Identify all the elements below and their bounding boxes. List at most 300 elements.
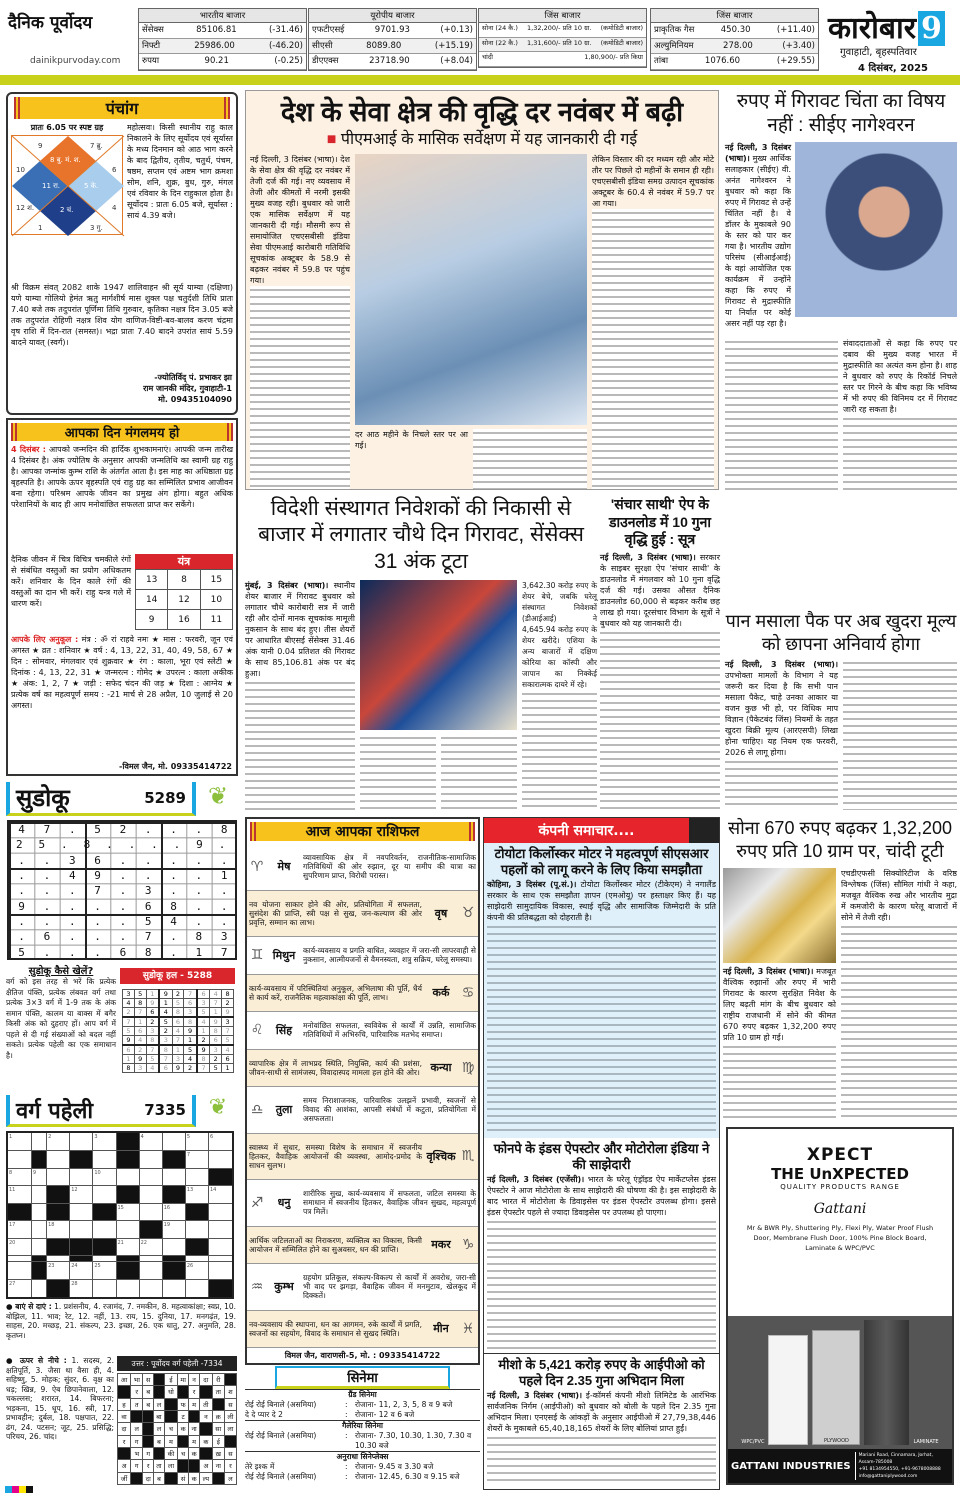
sudoku-solution-cell: 6 — [172, 1017, 184, 1027]
crossword-cell[interactable]: 25 — [93, 1262, 116, 1280]
crossword-cell[interactable] — [47, 1168, 70, 1186]
crossword-cell[interactable]: 21 — [116, 1238, 139, 1256]
market-name: अल्युमिनियम — [654, 40, 694, 51]
crossword-cell[interactable] — [31, 1203, 46, 1221]
market-change: (-0.25) — [274, 56, 303, 66]
crossword-answer-cell: च — [164, 1423, 177, 1435]
panchang-address: राम जानकी मंदिर, गुवाहाटी-1 — [143, 384, 232, 393]
market-value: 1,80,900/- प्रति किग्रा — [584, 53, 643, 61]
sudoku-solution-cell: 7 — [172, 1036, 184, 1046]
crossword-cell[interactable] — [185, 1279, 208, 1298]
crossword-answer-cell: दा — [118, 1423, 131, 1435]
crossword-cell[interactable]: 19 — [162, 1221, 185, 1239]
cea-portrait-photo — [795, 142, 957, 317]
sudoku-solution-cell: 8 — [146, 1036, 159, 1046]
sudoku-solution-cell: 3 — [134, 1064, 146, 1073]
crossword-answer-cell: ब — [143, 1386, 153, 1398]
crossword-answer-cell: क — [189, 1447, 200, 1459]
crossword-number: 7335 — [144, 1100, 186, 1119]
market-change: (+15.19) — [434, 40, 473, 51]
toyota-body: टोयोटा किर्लोस्कर मोटर (टीकेएम) ने नगालैंड सरकार के साथ एक समझौता ज्ञापन (एमओयू) पर हस्ताक्षर किए हैं। यह साझेदारी सामुदायिक विकास, स्थाई वृद्धि और सामाजिक जिम्मेदारी के प्रति कंपनी की प्रतिबद्धता को दोहराती है। — [487, 879, 717, 922]
crossword-answer-cell — [153, 1447, 164, 1459]
ad-label-laminate: LAMINATE — [913, 1439, 939, 1445]
sudoku-row[interactable]: .6...7.83 — [18, 930, 247, 944]
market-table-title: जिंस बाजार — [651, 9, 818, 23]
sudoku-solution-cell: 7 — [134, 1008, 146, 1018]
crossword-answer-cell — [164, 1398, 177, 1410]
crossword-cell[interactable]: 4 — [139, 1132, 162, 1151]
rashifal-item — [247, 1264, 478, 1311]
sudoku-solution-cell: 8 — [159, 1045, 172, 1055]
crossword-grid[interactable] — [6, 1131, 234, 1299]
kundli-house: 2 चं. — [60, 206, 74, 214]
sudoku-solution-cell: 5 — [197, 1008, 210, 1018]
crossword-answer-cell — [199, 1386, 212, 1398]
crossword-cell[interactable] — [185, 1168, 208, 1186]
crossword-cell[interactable]: 10 — [93, 1168, 116, 1186]
cinema-box — [245, 1366, 480, 1490]
zodiac-name: सिंह — [275, 1023, 293, 1037]
crossword-cell[interactable] — [31, 1186, 46, 1204]
crossword-answer-cell: सं — [178, 1472, 189, 1484]
crossword-answer-cell: ल — [153, 1423, 164, 1435]
crossword-answer-cell — [164, 1410, 177, 1422]
yantra-cell: 15 — [200, 570, 232, 590]
crossword-cell[interactable] — [70, 1132, 93, 1151]
fii-body: स्थानीय शेयर बाजार में गिरावट बुधवार को लगातार चौथे कारोबारी सत्र में जारी रही और दोनों मानक सूचकांक मामूली नुकसान के साथ बंद हुए। तीस शेयरों पर आधारित बीएसई सेंसेक्स 31.46 अंक यानी 0.04 प्रतिशत की गिरावट के साथ 85,106.81 अंक पर बंद हुआ। — [245, 580, 356, 678]
crossword-cell[interactable] — [116, 1221, 139, 1239]
crossword-answer-cell: ई — [164, 1374, 177, 1386]
masthead — [0, 0, 960, 74]
rupee-story-cont — [725, 338, 957, 490]
lucky-text: मंत्र : ॐ रां राहवे नमः ★ मास : फरवरी, जून एवं अगस्त ★ व्रत : शनिवार ★ वर्ष : 4, 13, 22, 31, 40, 49, 58, 67 ★ दिन : सोमवार, मंगलवार एवं शुक्रवार ★ रंग : काला, भूरा एवं स्लेटी ★ दिनांक : 4, 13, 22, 31 ★ जन्मरत्न : गोमेद ★ उपरत्न : काला अकीक ★ अंक: 1, 2, 7 ★ जड़ी : सफेद चंदन की जड़ ★ दिशा : आग्नेय ★ प्रत्येक वर्ष का महत्वपूर्ण समय : -21 मार्च से 28 अप्रैल, 10 जुलाई से 20 अगस्त। — [11, 635, 233, 710]
zodiac-prediction: समय निराशाजनक, पारिवारिक उलझनें प्रभावी, स्वजनों से विवाद की आशंका, आपसी संबंधों में कटुता, प्रतियोगिता में असफलता। — [303, 1096, 476, 1124]
kundli-chart — [11, 135, 123, 235]
sudoku-solution-cell: 6 — [123, 1045, 135, 1055]
crossword-cell[interactable] — [31, 1221, 46, 1239]
crossword-cell[interactable]: 9 — [31, 1168, 46, 1186]
sudoku-row[interactable]: .....54.. — [18, 914, 247, 928]
rupee-headline: रुपए में गिरावट चिंता का विषय नहीं : सीईए नागेश्वरन — [736, 91, 946, 136]
crossword-cell[interactable] — [116, 1279, 139, 1298]
crossword-answer-cell: म — [189, 1398, 200, 1410]
yantra-cell: 10 — [200, 590, 232, 610]
zodiac-sign-icon: ♈ — [250, 858, 264, 875]
ad-line-2: THE UnXPECTED — [771, 1165, 909, 1183]
section-name: कारोबार — [828, 11, 917, 46]
yantra-cell: 16 — [168, 610, 200, 630]
paan-dateline: नई दिल्ली, 3 दिसंबर (भाषा)। — [725, 660, 838, 669]
market-row — [309, 23, 476, 39]
meesho-ipo-story — [484, 1353, 719, 1489]
sudoku-solution-cell: 1 — [210, 1008, 222, 1018]
rashifal-item — [247, 1012, 478, 1050]
crossword-cell[interactable] — [209, 1221, 234, 1239]
movie-title: तेरे इश्क में — [245, 1462, 275, 1471]
indus-dateline: नई दिल्ली, 3 दिसंबर (एजेंसी)। — [487, 1174, 585, 1184]
crossword-answer-cell: स — [224, 1447, 236, 1459]
sudoku-row[interactable]: 25.8....9. — [16, 838, 242, 852]
crossword-answer-cell: ला — [164, 1460, 177, 1472]
zodiac-name: मिथुन — [272, 948, 296, 962]
ad-brand-logo: Gattani — [813, 1201, 867, 1217]
market-change: (-46.20) — [268, 40, 303, 51]
rashifal-item — [247, 1134, 478, 1181]
fii-body-2: 3,642.30 करोड़ रुपए के शेयर बेचे, जबकि घरेलू संस्थागत निवेशकों (डीआईआई) ने 4,645.94 करोड़ रुपए के शेयर खरीदे। एशिया के अन्य बाजारों में दक्षिण कोरिया का कॉस्पी और जापान का निक्केई सकारात्मक दायरे में रहे। — [522, 580, 597, 689]
paan-headline: पान मसाला पैक पर अब खुदरा मूल्य को छापना अनिवार्य होगा — [725, 611, 957, 654]
zodiac-prediction: आर्थिक जटिलताओं का निराकरण, व्यक्तित्व का विकास, किसी आयोजन में सम्मिलित होने का सुअवसर, धन की प्राप्ति। — [249, 1235, 422, 1254]
market-name: एफटीएसई — [312, 25, 345, 35]
crossword-cell[interactable]: 2 — [47, 1132, 70, 1151]
crossword-cell[interactable] — [93, 1221, 116, 1239]
crossword-cell[interactable] — [31, 1279, 46, 1298]
sudoku-solution-cell: 7 — [184, 990, 197, 999]
market-table — [478, 8, 647, 68]
crossword-cell[interactable] — [139, 1186, 162, 1204]
crossword-answer-cell: वा — [118, 1410, 131, 1422]
rashifal-item — [247, 891, 478, 938]
crossword-cell — [116, 1132, 139, 1151]
newspaper-logo: दैनिक पूर्वोदय — [8, 13, 93, 33]
crossword-cell[interactable]: 5 — [185, 1132, 208, 1151]
crossword-answer-cell: आ — [118, 1374, 131, 1386]
crossword-cell[interactable]: 27 — [7, 1279, 31, 1298]
sudoku-solution-cell: 3 — [146, 1027, 159, 1036]
company-news-box — [483, 817, 720, 1490]
sudoku-solution-cell: 3 — [184, 1008, 197, 1018]
sudoku-solution-cell: 7 — [159, 1055, 172, 1064]
zodiac-name: वृष — [434, 906, 448, 920]
kundli-house: 5 के. — [84, 182, 99, 190]
rashifal-item — [247, 1050, 478, 1088]
market-change: (+8.04) — [440, 56, 473, 66]
crossword-cell[interactable] — [185, 1221, 208, 1239]
market-row — [479, 23, 646, 38]
market-value: 23718.90 — [369, 56, 410, 66]
panchang-text-right: महोत्सवः। किसी स्थानीय राहु काल निकालने के लिए सूर्योदय एवं सूर्यास्त के मध्य दिनमान को आठ भाग करने के बाद द्वितीय, तृतीय, चतुर्थ, पंचम, षष्ठम, सप्तम एवं अष्टम भाग क्रमशः सोम, शनि, शुक्र, बुध, गुरु, मंगल एवं रविवार के दिन राहुकाल होता है। सूर्योदय : प्रातः 6.05 बजे, सूर्यास्त : सायं 4.39 बजे। — [127, 123, 233, 220]
sudoku-solution-cell: 8 — [184, 1017, 197, 1027]
crossword-cell[interactable]: 3 — [93, 1132, 116, 1151]
bullet-square-icon: ■ — [326, 130, 337, 148]
sudoku-row[interactable]: 47.52...8 — [18, 823, 247, 836]
crossword-answer-cell — [199, 1447, 212, 1459]
crossword-answer-cell — [131, 1472, 143, 1484]
crossword-cell[interactable] — [31, 1132, 46, 1151]
sudoku-solution-cell: 1 — [146, 990, 159, 999]
crossword-cell[interactable] — [31, 1238, 46, 1256]
lead-body-1: नई दिल्ली, 3 दिसंबर (भाषा)। देश के सेवा क्षेत्र की वृद्धि दर नवंबर में तेजी दर्ज की गई। नए व्यवसाय में तेजी और कीमतों में नरमी इसकी मुख्य वजह रही। बुधवार को जारी एक मासिक सर्वेक्षण में यह जानकारी दी गई। मौसमी रूप से समायोजित एचएसबीसी इंडिया सेवा पीएमआई कारोबारी गतिविधि सूचकांक अक्टूबर के 58.9 से बढ़कर नवंबर में 59.8 पर पहुंच गया। — [250, 154, 350, 285]
crossword-cell — [116, 1151, 139, 1169]
crossword-cell[interactable] — [70, 1221, 93, 1239]
crossword-cell[interactable] — [139, 1279, 162, 1298]
zodiac-sign-icon: ♎ — [250, 1101, 264, 1118]
sudoku-solution-cell: 2 — [146, 1017, 159, 1027]
zodiac-prediction: कार्य-व्यवसाय व प्रगति बाधित, व्यवहार में जरा-सी लापरवाही से नुकसान, आत्मीयजनों से वैमनस्यता, शत्रु सक्रिय, घरेलू समस्या। — [303, 946, 476, 965]
crossword-cell[interactable] — [139, 1203, 162, 1221]
crossword-cell[interactable]: 7 — [185, 1151, 208, 1169]
meesho-body: ई-कॉमर्स कंपनी मीशो लिमिटेड के आरंभिक सार्वजनिक निर्गम (आईपीओ) को बुधवार को बोली के पहले दिन 2.35 गुना अभिदान मिला। एनएसई के आंकड़ों के अनुसार आईपीओ में 27,79,38,446 शेयरों के मुकाबले 65,40,18,165 शेयरों के लिए बोलियां प्राप्त हुईं। — [487, 1390, 716, 1433]
ad-address: Mariani Road, Cinnamara, Jorhat, Assam-785008 — [858, 1453, 933, 1465]
show-times: रोजाना- 9.45 व 3.30 बजे — [355, 1462, 434, 1471]
crossword-cell[interactable]: 6 — [209, 1132, 234, 1151]
sudoku-howto-title: सुडोकू कैसे खेलें? — [28, 966, 94, 977]
sudoku-solution-cell: 2 — [159, 1027, 172, 1036]
market-table-title: यूरोपीय बाजार — [309, 9, 476, 23]
market-change: (+0.13) — [440, 25, 473, 35]
sudoku-solution-cell: 7 — [210, 999, 222, 1008]
crossword-cell[interactable]: 15 — [116, 1203, 139, 1221]
kundli-house: 4 — [112, 204, 117, 212]
sudoku-solution-cell: 8 — [222, 990, 234, 999]
crossword-cell[interactable] — [162, 1168, 185, 1186]
crossword-cell[interactable] — [70, 1168, 93, 1186]
color-registration-mark — [5, 1486, 33, 1493]
crossword-cell[interactable] — [162, 1238, 185, 1256]
ad-company-name: GATTANI INDUSTRIES — [731, 1460, 851, 1472]
sudoku-solution-cell: 4 — [210, 990, 222, 999]
show-times: रोजाना- 11, 2, 3, 5, 8 व 9 बजे — [355, 1400, 453, 1409]
ad-label-wpc: WPC/PVC — [741, 1439, 765, 1445]
sudoku-row[interactable]: ...7.3... — [18, 884, 247, 898]
cinema-show — [245, 1431, 480, 1451]
sudoku-solution-cell: 7 — [197, 1064, 210, 1073]
crossword-cell[interactable] — [116, 1168, 139, 1186]
market-table — [650, 8, 819, 71]
crossword-cell — [185, 1203, 208, 1221]
crossword-answer-cell: ल — [131, 1423, 143, 1435]
crossword-cell[interactable] — [139, 1262, 162, 1280]
zodiac-name: वृश्चिक — [426, 1149, 456, 1163]
zodiac-sign-icon: ♑ — [461, 1236, 475, 1253]
crossword-answer-cell: क़ — [212, 1410, 224, 1422]
crossword-answer-cell: क — [199, 1435, 212, 1447]
crossword-cell[interactable]: 18 — [47, 1221, 70, 1239]
crossword-cell[interactable]: 8 — [7, 1168, 31, 1186]
meesho-headline: मीशो के 5,421 करोड़ रुपए के आईपीओ को पहले दिन 2.35 गुना अभिदान मिला — [498, 1357, 705, 1389]
birthday-text-2: दैनिक जीवन में चित्र विचित्र चमकीले रंगों से संबंधित वस्तुओं का प्रयोग अधिकतम करें। शनिवार के दिन काले रंगों की वस्तुओं का दान भी करें। राहु यन्त्र गले में धारण करें। — [11, 555, 131, 608]
crossword-answer-cell: ई — [212, 1435, 224, 1447]
crossword-cell[interactable]: 12 — [70, 1186, 93, 1204]
crossword-cell — [47, 1238, 70, 1256]
crossword-answer-cell: श — [224, 1386, 236, 1398]
yantra-title: यंत्र — [135, 554, 233, 569]
crossword-answer-cell: ट — [178, 1410, 189, 1422]
crossword-cell — [70, 1238, 93, 1256]
zodiac-prediction: कार्य-व्यवसाय में परिस्थितियां अनुकूल, अभिलाषा की पूर्ति, धैर्य से कार्य करें, राजनैतिक महत्वाकांक्षा की पूर्ति, लाभ। — [249, 983, 422, 1002]
sudoku-solution-cell: 1 — [159, 999, 172, 1008]
crossword-answer-cell: म — [164, 1435, 177, 1447]
sudoku-solution-cell: 5 — [210, 1064, 222, 1073]
cinema-title: सिनेमा — [275, 1366, 450, 1389]
kundli-house: 1 — [38, 224, 43, 232]
crossword-answer-cell — [118, 1447, 131, 1459]
crossword-answer-cell — [178, 1435, 189, 1447]
sudoku-solution-cell: 8 — [210, 1027, 222, 1036]
crossword-answer-cell: र — [143, 1460, 153, 1472]
crossword-answer-cell — [224, 1374, 236, 1386]
show-times: रोजाना- 7.30, 10.30, 1.30, 7.30 व 10.30 बजे — [355, 1431, 472, 1450]
crossword-cell[interactable] — [93, 1279, 116, 1298]
services-collage-photo — [355, 154, 587, 425]
crossword-cell[interactable]: 13 — [185, 1186, 208, 1204]
crossword-answer-cell: क — [178, 1423, 189, 1435]
gold-story — [723, 817, 957, 1120]
crossword-cell — [116, 1262, 139, 1280]
crossword-answer-cell: दा — [199, 1374, 212, 1386]
crossword-cell[interactable] — [209, 1151, 234, 1169]
sudoku-solution-cell: 5 — [184, 1045, 197, 1055]
toyota-story — [484, 843, 719, 1138]
ad-products: Mr & BWR Ply, Shuttering Ply, Flexi Ply, Water Proof Flush Door, Membrane Flush Door, 100% Pine Block Board, Laminate & WPC/PVC — [746, 1224, 934, 1252]
sudoku-solution-cell: 2 — [222, 999, 234, 1008]
movie-title: रोई रोई बिनाले (असमिया) — [245, 1400, 317, 1409]
sudoku-solution-cell: 6 — [146, 1008, 159, 1018]
rashifal-item — [247, 937, 478, 975]
crossword-cell — [47, 1279, 70, 1298]
market-name: सोना (24 कै.) — [482, 24, 518, 32]
crossword-cell[interactable]: 24 — [70, 1262, 93, 1280]
crossword-cell[interactable]: 22 — [139, 1238, 162, 1256]
sudoku-solution-cell: 8 — [197, 1055, 210, 1064]
zodiac-sign-icon: ♓ — [461, 1320, 475, 1337]
birthday-title: आपका दिन मंगलमय हो — [11, 423, 233, 441]
crossword-cell[interactable]: 1 — [7, 1132, 31, 1151]
market-row — [479, 38, 646, 53]
crossword-cell[interactable] — [7, 1151, 31, 1169]
kundli-house: 12 श. — [16, 204, 35, 212]
crossword-cell[interactable] — [162, 1279, 185, 1298]
sudoku-solution-cell: 3 — [222, 1017, 234, 1027]
crossword-cell — [185, 1238, 208, 1256]
crossword-cell[interactable]: 11 — [7, 1186, 31, 1204]
fii-story — [245, 496, 597, 810]
crossword-cell[interactable]: 14 — [209, 1186, 234, 1204]
gattani-advertisement[interactable] — [726, 1127, 954, 1485]
cinema-hall-name: ग्रैंड सिनेमा — [245, 1389, 480, 1400]
sudoku-solution-cell: 4 — [123, 999, 135, 1008]
movie-title: रोई रोई बिनाले (असमिया) — [245, 1431, 317, 1440]
crossword-answer-cell: ती — [199, 1398, 212, 1410]
crossword-cell[interactable] — [139, 1151, 162, 1169]
crossword-cell[interactable] — [93, 1186, 116, 1204]
crossword-cell[interactable]: 17 — [7, 1221, 31, 1239]
market-name: चांदी — [482, 53, 493, 61]
rashifal-item — [247, 1180, 478, 1227]
sudoku-solution-cell: 9 — [134, 1055, 146, 1064]
crossword-clues-across — [6, 1302, 236, 1352]
crossword-clues-down — [6, 1356, 114, 1488]
vine-decoration-icon: ❦ — [208, 1095, 228, 1120]
sudoku-header — [6, 782, 196, 816]
lead-body-cont: दर आठ महीने के निचले स्तर पर आ गई। — [355, 430, 468, 450]
crossword-cell[interactable]: 28 — [70, 1279, 93, 1298]
gold-silver-bars-photo — [723, 868, 836, 963]
zodiac-sign-icon: ♊ — [250, 947, 264, 964]
birthday-horoscope-box — [6, 418, 238, 776]
sudoku-howto-text: वर्ग को इस तरह से भरें कि प्रत्येक क्षैतिज पंक्ति, प्रत्येक लंबवत वर्ग तथा प्रत्येक 3×3 वर्ग में 1-9 तक के अंक समान पंक्ति, कालम या बाक्स में बगैर किसी अंक को दुहराए हों। आप वर्ग में पहले से दी गई संख्याओं को बदल नहीं सकते। प्रत्येक पहेली का एक समाधान है। — [6, 977, 116, 1060]
crossword-cell[interactable] — [70, 1203, 93, 1221]
zodiac-sign-icon: ♒ — [250, 1278, 264, 1295]
market-value: 9701.93 — [374, 25, 410, 35]
sudoku-solution-cell: 6 — [184, 999, 197, 1008]
crossword-cell — [209, 1279, 234, 1298]
crossword-cell[interactable]: 16 — [162, 1203, 185, 1221]
yantra-cell: 9 — [136, 610, 168, 630]
market-change: (+29.55) — [776, 56, 815, 66]
crossword-answer-cell: च — [178, 1447, 189, 1459]
sudoku-row[interactable]: ..36..... — [18, 853, 247, 867]
crossword-cell — [31, 1262, 46, 1280]
zodiac-name: तुला — [275, 1103, 293, 1117]
market-row — [479, 52, 646, 67]
cinema-show — [245, 1472, 480, 1482]
sudoku-row[interactable]: 5...68.17 — [18, 945, 247, 959]
movie-title: रोई रोई बिनाले (असमिया) — [245, 1472, 317, 1481]
crossword-cell — [162, 1262, 185, 1280]
zodiac-sign-icon: ♏ — [461, 1148, 475, 1165]
crossword-answer-cell: स — [224, 1398, 236, 1410]
rashifal-item — [247, 844, 478, 891]
sudoku-solution-cell: 7 — [222, 1027, 234, 1036]
sudoku-solution-cell: 5 — [222, 1036, 234, 1046]
sudoku-row[interactable]: ..49....1 — [18, 868, 247, 882]
zodiac-prediction: मनोवांछित सफलता, स्वविवेक से कार्यों में उन्नति, सामाजिक गतिविधियों में अभिरुचि, पारिवारिक मतभेद समाप्त। — [303, 1021, 476, 1040]
sudoku-grid[interactable] — [7, 820, 247, 960]
crossword-cell[interactable] — [209, 1262, 234, 1280]
crossword-cell[interactable] — [7, 1262, 31, 1280]
ad-contact: +91 8134954550, +91-9678008888 info@gattaniplywood.com — [858, 1467, 941, 1479]
market-name: सोना (22 कै.) — [482, 38, 518, 47]
crossword-answer-cell: ता — [153, 1460, 164, 1472]
sudoku-solution-cell: 1 — [123, 1055, 135, 1064]
crossword-cell[interactable]: 20 — [7, 1238, 31, 1256]
sudoku-solution-cell: 9 — [222, 1008, 234, 1018]
crossword-answer-cell: बा — [153, 1410, 164, 1422]
zodiac-sign-icon: ♋ — [461, 984, 475, 1001]
crossword-answer-cell: त — [131, 1398, 143, 1410]
sudoku-solution-cell: 4 — [134, 1036, 146, 1046]
zodiac-name: कर्क — [432, 986, 450, 1000]
crossword-answer-cell: म — [189, 1435, 200, 1447]
crossword-cell[interactable] — [209, 1203, 234, 1221]
sudoku-row[interactable]: 9....68.. — [18, 899, 247, 913]
crossword-cell[interactable] — [139, 1168, 162, 1186]
crossword-cell[interactable] — [47, 1151, 70, 1169]
sudoku-solution-cell: 2 — [123, 1008, 135, 1018]
panchang-text: श्री विक्रम संवत् 2082 शाके 1947 शालिवाहन श्री सूर्य याम्या (दक्षिणा) यणे याम्या गोलियो हेमंत ऋतु मार्गशीर्ष मास शुक्ल पक्ष चतुर्दशी तिथि प्रातः 7.40 बजे तक तदुपरांत पूर्णिमा तिथि गुरुवार, कृतिका नक्षत्र दिन 3.05 बजे तक तदुपरांत रोहिणी नक्षत्र शिव योग वाणिज-विष्टी-बव-बालव करण चंद्रमा वृष राशि में दिन-रात (समस्त)। भद्रा प्रातः 7.40 बादने उपरांत सायं 5.59 बादने यावत् (स्वर्ग)। — [11, 283, 233, 347]
cinema-show — [245, 1400, 480, 1410]
market-change: (कमोडिटी बाजार) — [600, 38, 643, 47]
crossword-cell[interactable] — [162, 1132, 185, 1151]
crossword-cell[interactable] — [93, 1151, 116, 1169]
crossword-cell[interactable]: 23 — [47, 1262, 70, 1280]
crossword-cell — [93, 1203, 116, 1221]
crossword-answer-cell: स — [143, 1374, 153, 1386]
separator: : — [345, 1462, 348, 1471]
market-change: (कमोडिटी बाजार) — [600, 24, 643, 32]
crossword-cell[interactable]: 26 — [185, 1262, 208, 1280]
crossword-answer-cell: धो — [164, 1386, 177, 1398]
sudoku-howto — [6, 963, 116, 1061]
rashifal-item — [247, 1227, 478, 1265]
crossword-answer-cell: ता — [212, 1386, 224, 1398]
sudoku-solution-cell: 3 — [159, 1036, 172, 1046]
market-table — [308, 8, 477, 71]
crossword-cell — [47, 1186, 70, 1204]
sudoku-solution-cell: 5 — [123, 1027, 135, 1036]
crossword-cell[interactable] — [209, 1238, 234, 1256]
market-value: 25986.00 — [194, 40, 235, 51]
